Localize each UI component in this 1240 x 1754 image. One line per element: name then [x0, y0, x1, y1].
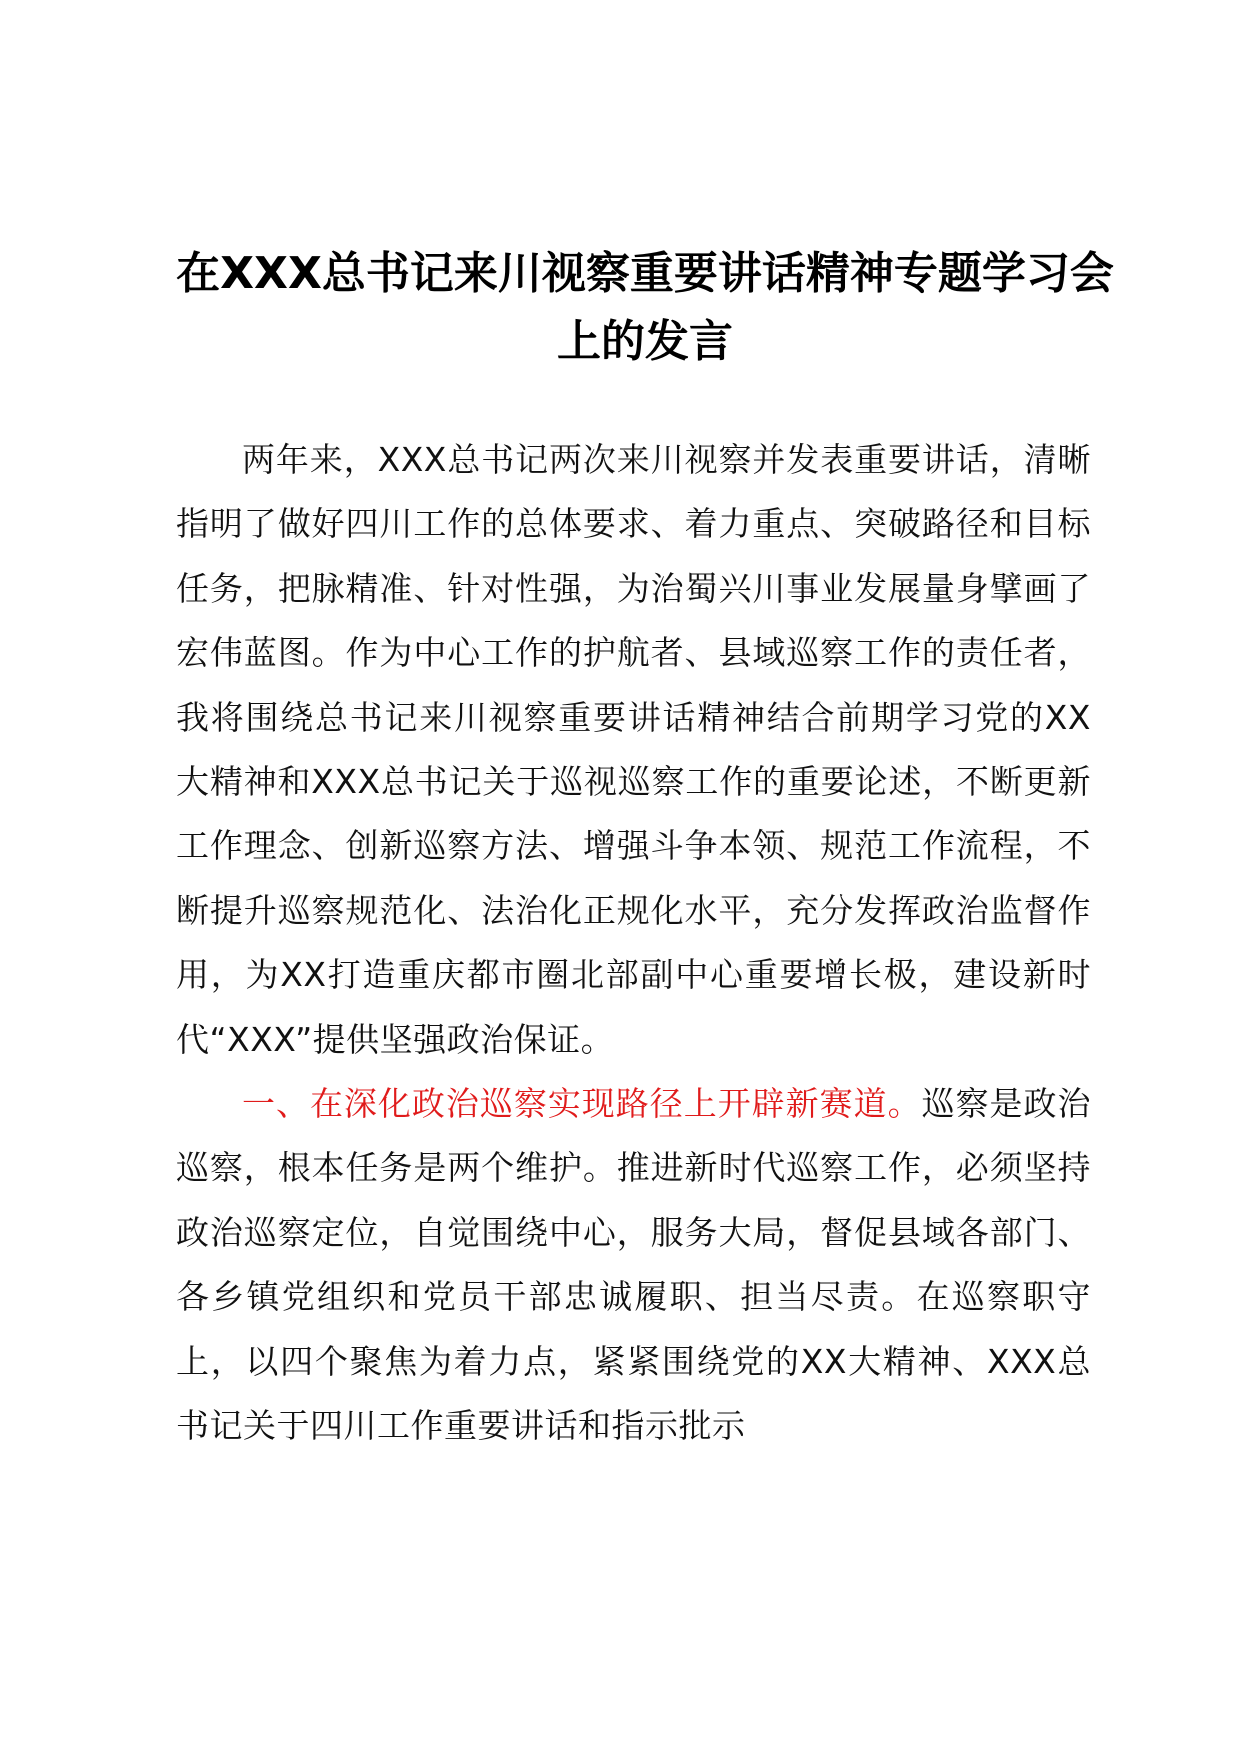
document-title: 在XXX总书记来川视察重要讲话精神专题学习会上的发言: [176, 248, 1114, 367]
paragraph-intro: [176, 428, 1091, 1072]
section-one-text: 巡察是政治巡察，根本任务是两个维护。推进新时代巡察工作，必须坚持政治巡察定位，自觉围绕中心，服务大局，督促县域各部门、各乡镇党组织和党员干部忠诚履职、担当尽责。在巡察职守上，以四个聚焦为着力点，紧紧围绕党的XX大精神、XXX总书记关于四川工作重要讲话和指示批示: [176, 1084, 1092, 1446]
paragraph-section-one: [176, 1072, 1091, 1458]
document-body: [176, 428, 1091, 1459]
paragraph-intro-text: 两年来，XXX总书记两次来川视察并发表重要讲话，清晰指明了做好四川工作的总体要求、着力重点、突破路径和目标任务，把脉精准、针对性强，为治蜀兴川事业发展量身擘画了宏伟蓝图。作为中心工作的护航者、县域巡察工作的责任者，我将围绕总书记来川视察重要讲话精神结合前期学习党的XX大精神和XXX总书记关于巡视巡察工作的重要论述，不断更新工作理念、创新巡察方法、增强斗争本领、规范工作流程，不断提升巡察规范化、法治化正规化水平，充分发挥政治监督作用，为XX打造重庆都市圈北部副中心重要增长极，建设新时代“XXX”提供坚强政治保证。: [176, 440, 1091, 1059]
section-one-heading: 一、在深化政治巡察实现路径上开辟新赛道。: [242, 1084, 922, 1124]
